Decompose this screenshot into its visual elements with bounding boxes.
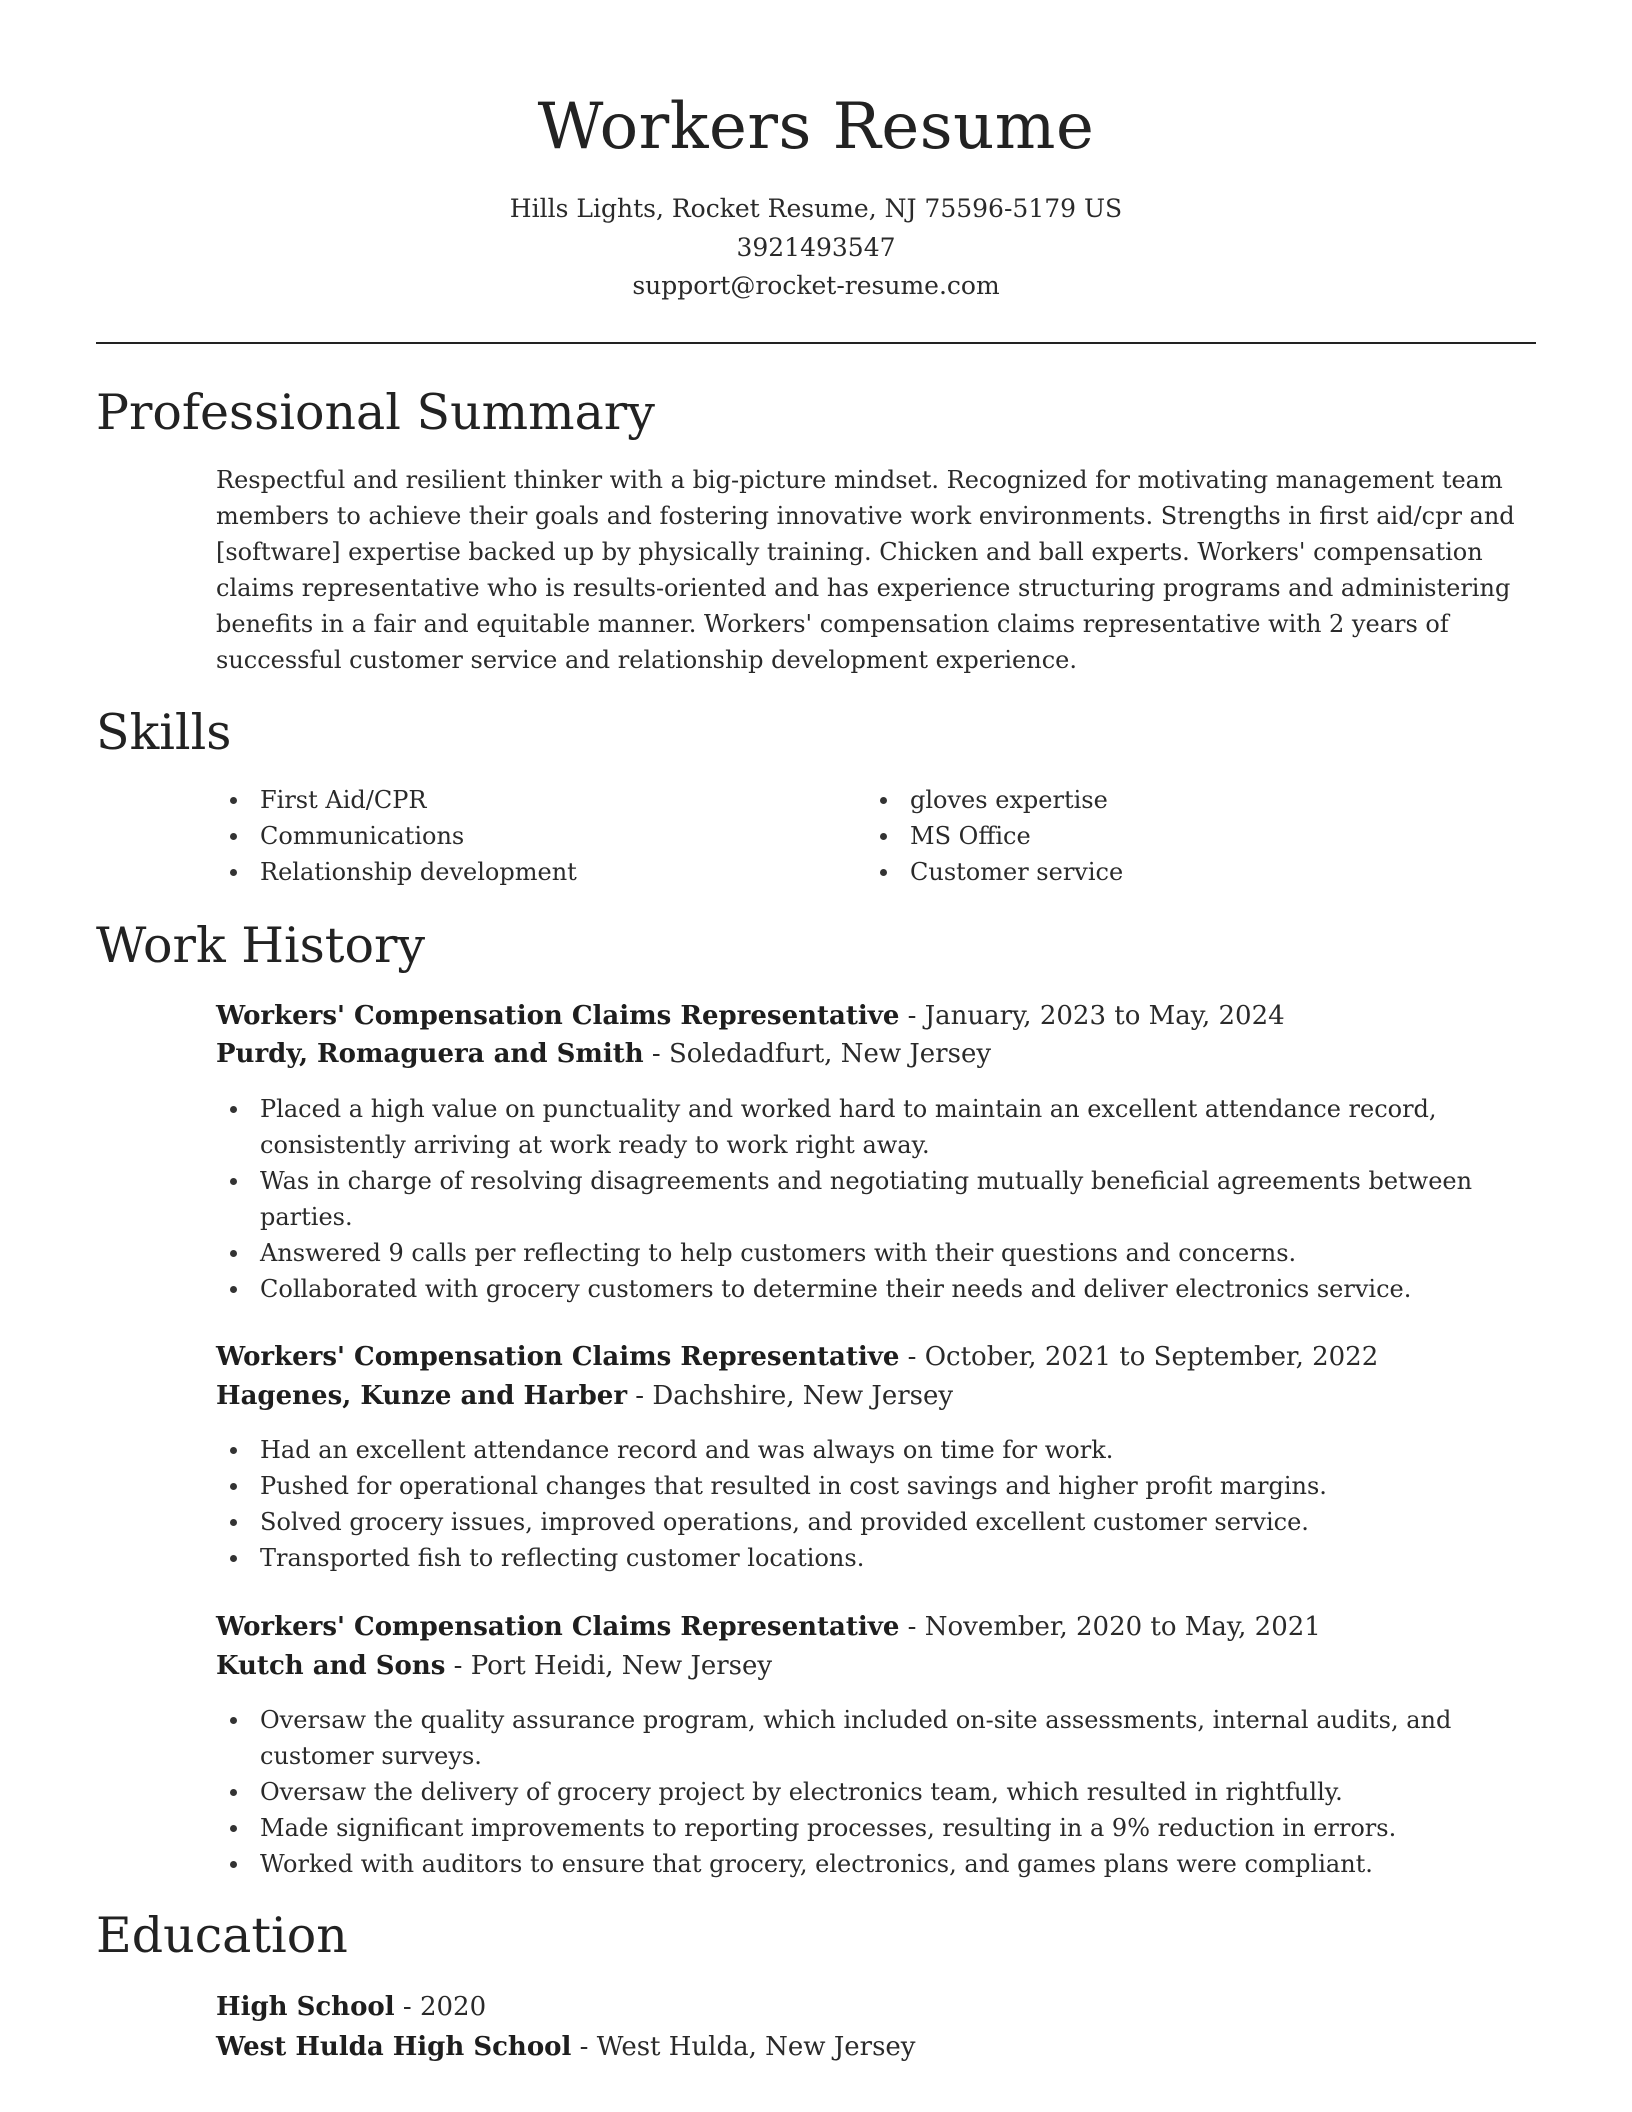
job-bullet: Oversaw the delivery of grocery project by electronics team, which resulted in rightfully.	[216, 1774, 1536, 1810]
education-location: - West Hulda, New Jersey	[571, 2032, 916, 2062]
job-company-line	[216, 1035, 1536, 1073]
resume-name: Workers Resume	[537, 90, 1095, 164]
job-bullet: Was in charge of resolving disagreements and negotiating mutually beneficial agreements between parties.	[216, 1163, 1536, 1235]
contact-address: Hills Lights, Rocket Resume, NJ 75596-5179 US	[509, 194, 1123, 223]
job-bullet: Answered 9 calls per reflecting to help customers with their questions and concerns.	[216, 1235, 1536, 1271]
education-heading: Education	[96, 1907, 348, 1964]
job-bullet: Transported fish to reflecting customer locations.	[216, 1540, 1536, 1576]
skill-item: First Aid/CPR	[216, 782, 836, 818]
job-bullet: Oversaw the quality assurance program, which included on-site assessments, internal audits, and customer surveys.	[216, 1702, 1536, 1774]
skills-list-left	[216, 782, 836, 890]
job-dates: - October, 2021 to September, 2022	[899, 1342, 1379, 1372]
job-bullet: Worked with auditors to ensure that grocery, electronics, and games plans were compliant.	[216, 1846, 1536, 1882]
education-degree-line	[216, 1988, 1536, 2026]
job-company-line	[216, 1377, 1536, 1415]
job-bullets	[216, 1432, 1536, 1576]
job-bullets	[216, 1091, 1536, 1307]
work-history-heading: Work History	[96, 917, 426, 974]
job-bullet: Collaborated with grocery customers to determine their needs and deliver electronics service.	[216, 1271, 1536, 1307]
job-bullet: Made significant improvements to reporting processes, resulting in a 9% reduction in errors.	[216, 1810, 1536, 1846]
job-bullet: Placed a high value on punctuality and worked hard to maintain an excellent attendance record, consistently arriving at work ready to work right away.	[216, 1091, 1536, 1163]
job-location: - Soledadfurt, New Jersey	[643, 1039, 992, 1069]
job-location: - Dachshire, New Jersey	[627, 1381, 954, 1411]
job-bullet: Pushed for operational changes that resulted in cost savings and higher profit margins.	[216, 1468, 1536, 1504]
education-year: - 2020	[394, 1992, 487, 2022]
job-company: Kutch and Sons	[216, 1651, 446, 1681]
skills-list-right	[866, 782, 1486, 890]
education-school: West Hulda High School	[216, 2032, 572, 2062]
summary-text: Respectful and resilient thinker with a big-picture mindset. Recognized for motivating management team members to achieve their goals and fostering innovative work environments. Strengths in first aid/cpr and [software] expertise backed up by physically training. Chicken and ball experts. Workers' compensation claims representative who is results-oriented and has experience structuring programs and administering benefits in a fair and equitable manner. Workers' compensation claims representative with 2 years of successful customer service and relationship development experience.	[216, 466, 1515, 674]
job-company: Hagenes, Kunze and Harber	[216, 1381, 628, 1411]
contact-email: support@rocket-resume.com	[632, 271, 1000, 300]
job-dates: - November, 2020 to May, 2021	[899, 1612, 1321, 1642]
skill-item: MS Office	[866, 818, 1486, 854]
skill-item: Customer service	[866, 854, 1486, 890]
job-location: - Port Heidi, New Jersey	[445, 1651, 773, 1681]
education-degree: High School	[216, 1992, 395, 2022]
job-bullet: Had an excellent attendance record and was always on time for work.	[216, 1432, 1536, 1468]
job-bullet: Solved grocery issues, improved operations, and provided excellent customer service.	[216, 1504, 1536, 1540]
job-role: Workers' Compensation Claims Representative	[216, 1342, 900, 1372]
job-role: Workers' Compensation Claims Representative	[216, 1001, 900, 1031]
skill-item: Relationship development	[216, 854, 836, 890]
skill-item: gloves expertise	[866, 782, 1486, 818]
education-school-line	[216, 2028, 1536, 2066]
header-divider	[96, 342, 1536, 344]
job-role: Workers' Compensation Claims Representative	[216, 1612, 900, 1642]
contact-phone: 3921493547	[736, 233, 896, 262]
skills-heading: Skills	[96, 704, 232, 761]
job-company-line	[216, 1647, 1536, 1685]
job-title-line	[216, 1338, 1536, 1376]
job-dates: - January, 2023 to May, 2024	[899, 1001, 1285, 1031]
job-title-line	[216, 997, 1536, 1035]
job-bullets	[216, 1702, 1536, 1882]
job-title-line	[216, 1608, 1536, 1646]
skill-item: Communications	[216, 818, 836, 854]
summary-heading: Professional Summary	[96, 384, 655, 441]
job-company: Purdy, Romaguera and Smith	[216, 1039, 644, 1069]
